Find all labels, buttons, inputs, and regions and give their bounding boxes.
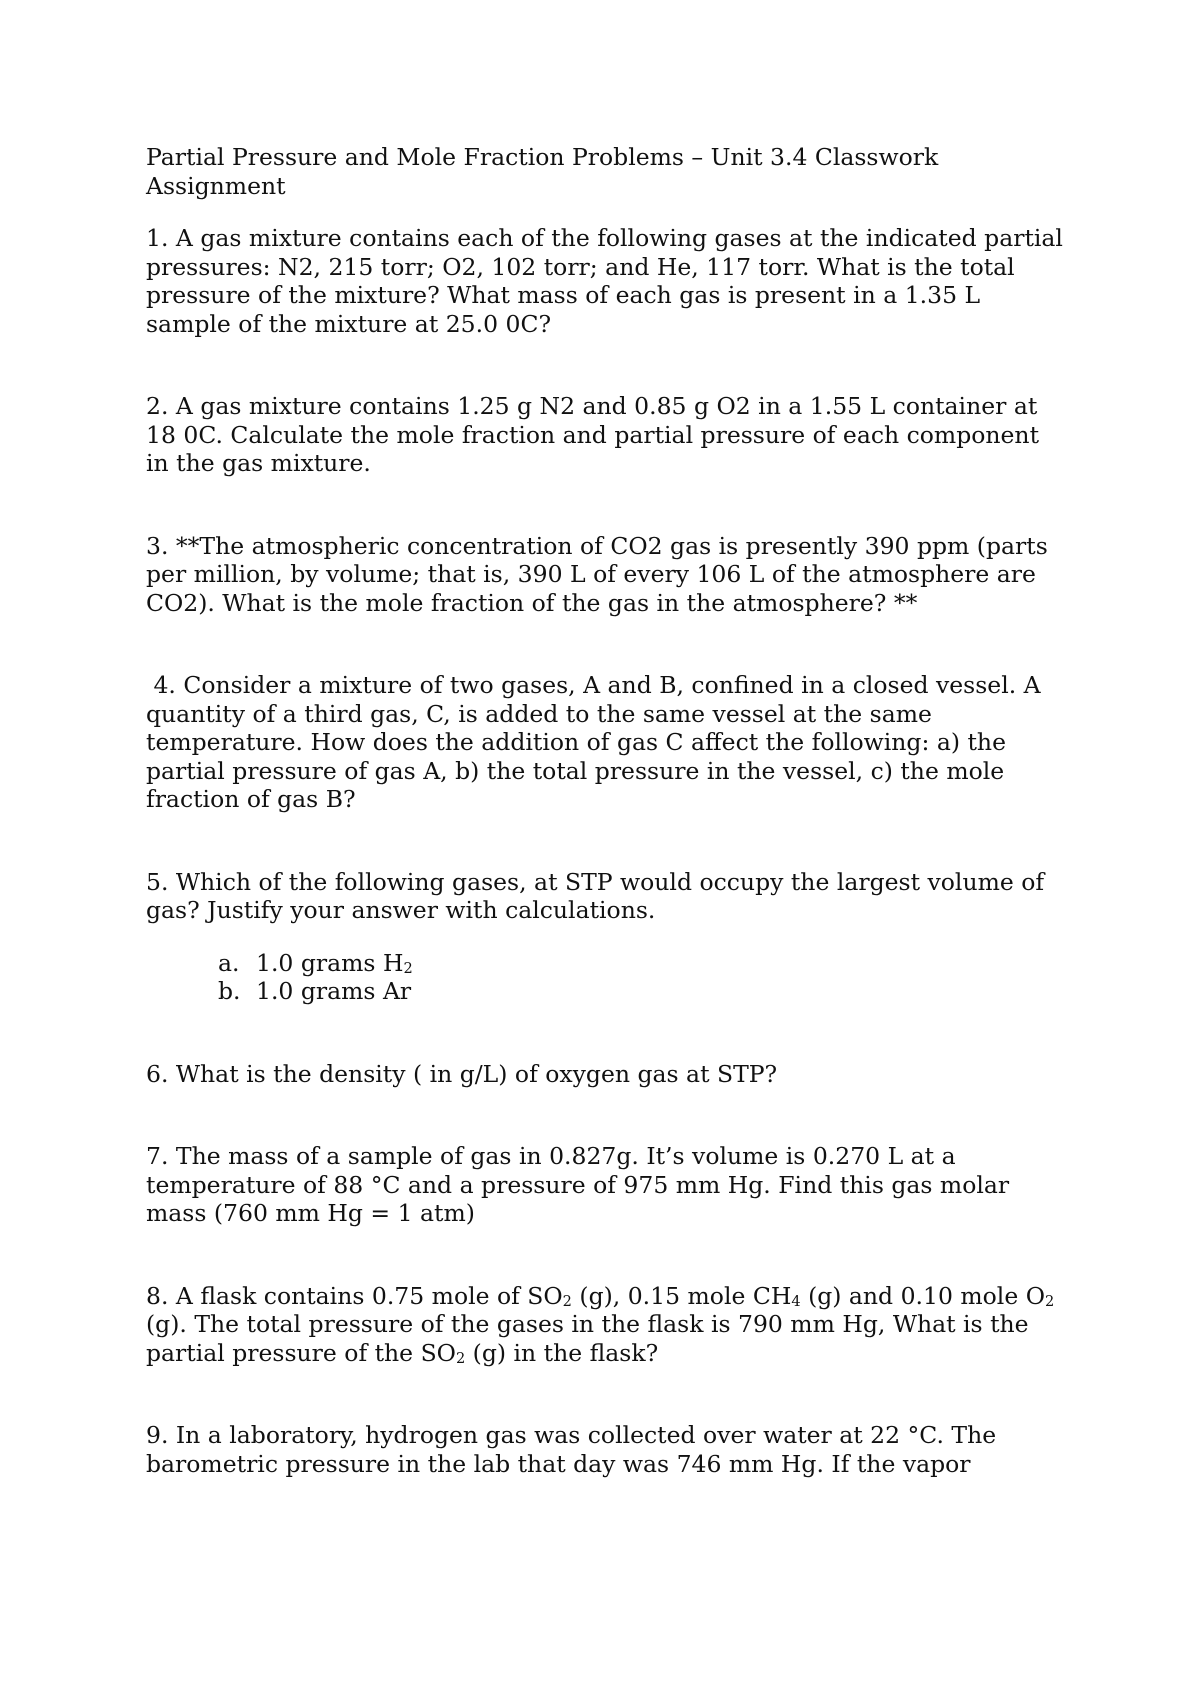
page-title: Partial Pressure and Mole Fraction Problems – Unit 3.4 Classwork Assignment xyxy=(146,143,939,200)
question-2: 2. A gas mixture contains 1.25 g N2 and 0.85 g O2 in a 1.55 L container at 18 0C. Calculate the mole fraction and partial pressure of each component in the gas mixture. xyxy=(146,392,1040,477)
option-b-label: b. xyxy=(218,977,241,1005)
question-5: 5. Which of the following gases, at STP would occupy the largest volume of gas? Justify your answer with calculations. xyxy=(146,867,1045,924)
question-3: 3. **The atmospheric concentration of CO2 gas is presently 390 ppm (parts per million, by volume; that is, 390 L of every 106 L of the atmosphere are CO2). What is the mole fraction of the gas in the atmosphere? ** xyxy=(146,531,1048,617)
question-4: 4. Consider a mixture of two gases, A and B, confined in a closed vessel. A quantity of a third gas, C, is added to the same vessel at the same temperature. How does the addition of gas C affect the following: a) the partial pressure of gas A, b) the total pressure in the vessel, c) the mole fraction of gas B? xyxy=(146,671,1049,813)
option-a-text: 1.0 grams $H_2$ xyxy=(256,948,413,977)
option-a-label: a. xyxy=(218,948,240,977)
option-b-text: 1.0 grams Ar xyxy=(256,977,412,1005)
question-6: 6. What is the density ( in g/L) of oxygen gas at STP? xyxy=(146,1059,778,1088)
question-5-option-a xyxy=(218,949,1066,978)
question-8: 8. A flask contains 0.75 mole of $SO_2$ (g), 0.15 mole $CH_4$ (g) and 0.10 mole $O_2$ (g). The total pressure of the gases in the flask is 790 mm Hg, What is the partial pressure of the $SO_2$ (g) in the flask? xyxy=(146,1281,1055,1367)
question-9: 9. In a laboratory, hydrogen gas was collected over water at 22 °C. The barometric pressure in the lab that day was 746 mm Hg. If the vapor xyxy=(146,1421,997,1478)
document-body xyxy=(146,143,1066,1478)
question-5-option-b xyxy=(218,977,1066,1006)
question-1: 1. A gas mixture contains each of the following gases at the indicated partial pressures: N2, 215 torr; O2, 102 torr; and He, 117 torr. What is the total pressure of the mixture? What mass of each gas is present in a 1.35 L sample of the mixture at 25.0 0C? xyxy=(146,224,1063,338)
question-7: 7. The mass of a sample of gas in 0.827g. It’s volume is 0.270 L at a temperature of 88 °C and a pressure of 975 mm Hg. Find this gas molar mass (760 mm Hg = 1 atm) xyxy=(146,1142,1010,1227)
